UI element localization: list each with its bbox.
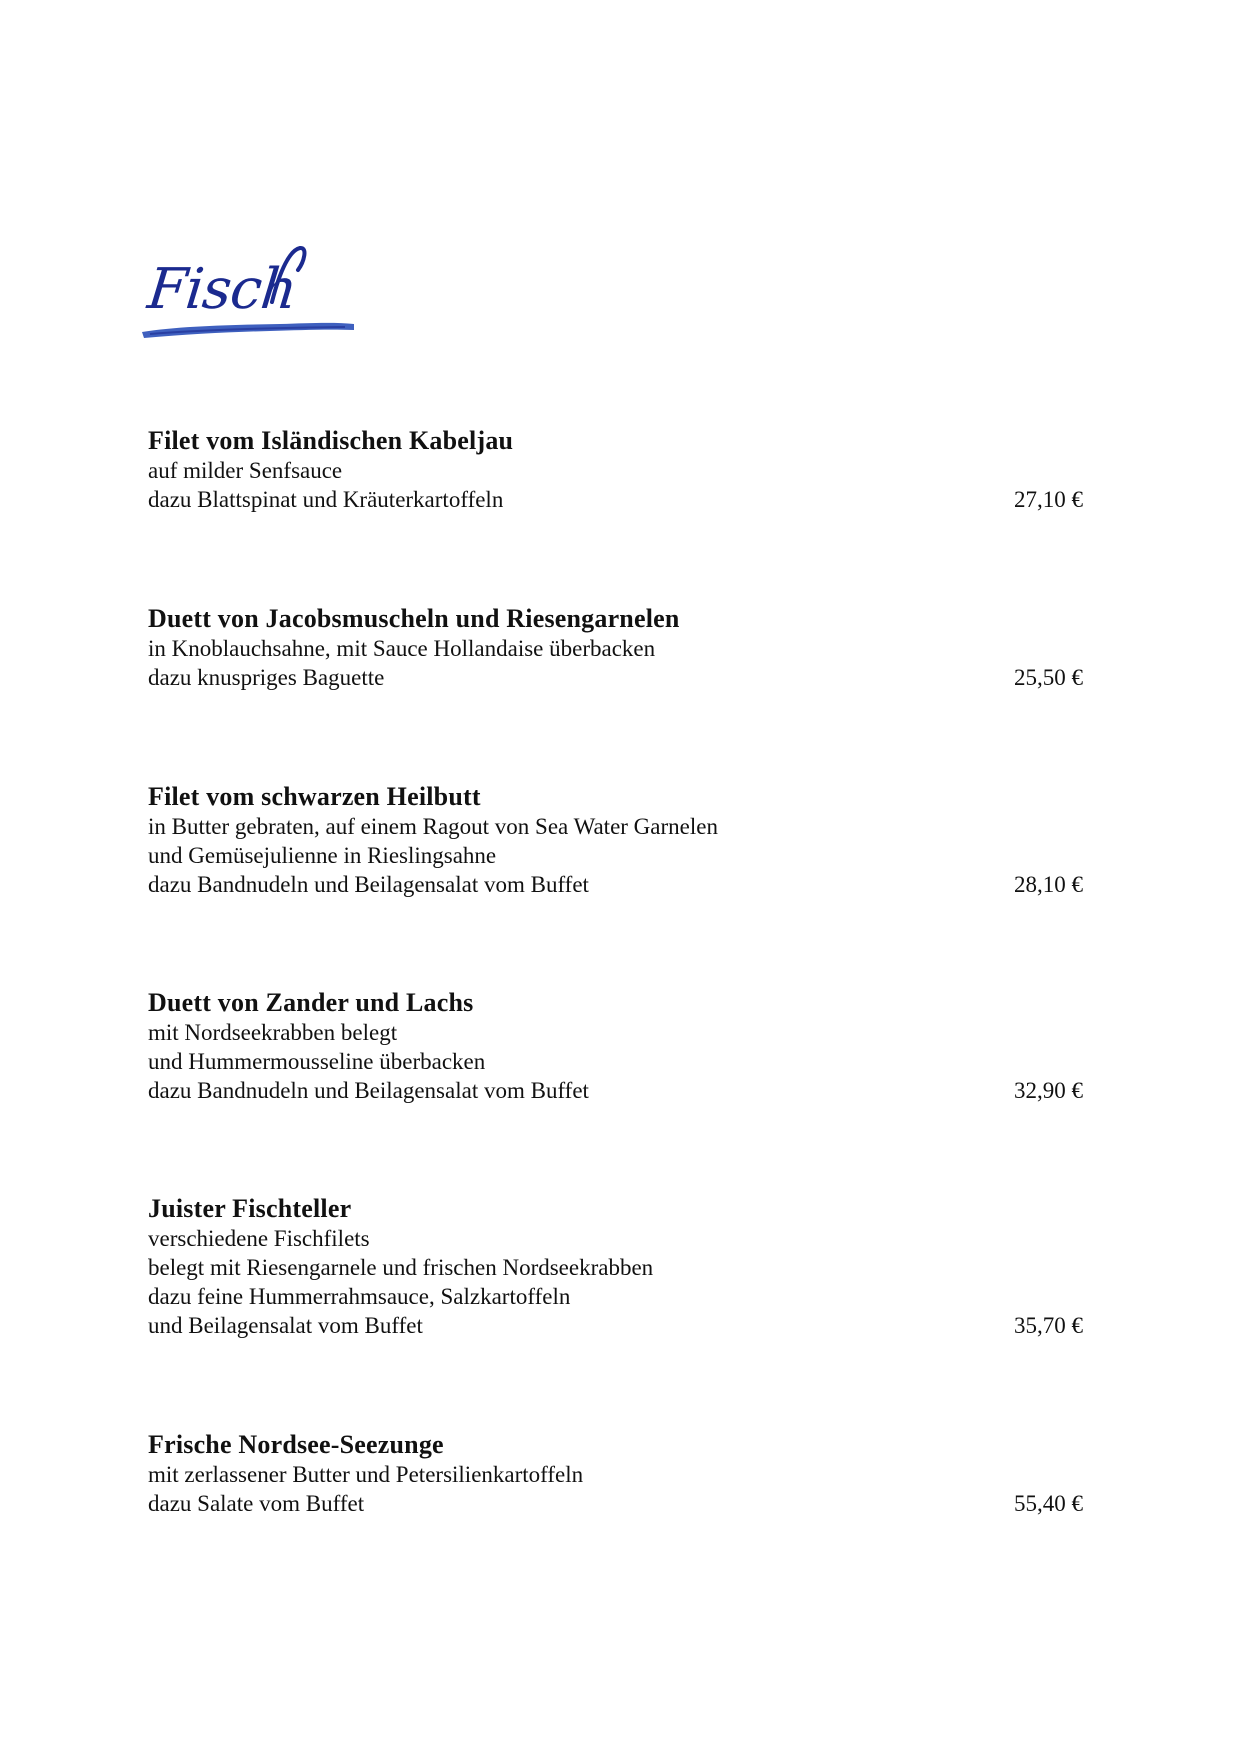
dish-description-line: in Butter gebraten, auf einem Ragout von Sea Water Garnelen [148,814,718,839]
dish-price: 25,50 € [1014,665,1083,690]
dish-description-line: dazu Bandnudeln und Beilagensalat vom Buffet [148,1078,589,1103]
dish-description-line: auf milder Senfsauce [148,458,343,483]
dish-description-line: mit Nordseekrabben belegt [148,1020,398,1045]
dish-description-line: und Beilagensalat vom Buffet [148,1313,423,1338]
dish-price: 27,10 € [1014,487,1083,512]
menu-item [148,987,1083,1193]
menu-item [148,1429,1083,1607]
dish-price: 35,70 € [1014,1313,1083,1338]
dish-name: Frische Nordsee-Seezunge [148,1430,444,1459]
dish-price: 32,90 € [1014,1078,1083,1103]
dish-price: 28,10 € [1014,872,1083,897]
dish-description-line: mit zerlassener Butter und Petersilienkartoffeln [148,1462,584,1487]
dish-description-line: und Gemüsejulienne in Rieslingsahne [148,843,497,868]
menu-item [148,425,1083,603]
dish-price: 55,40 € [1014,1491,1083,1516]
page-title: Fisch [144,257,300,322]
menu-list [148,425,1083,1607]
menu-item [148,1193,1083,1429]
dish-description-line: dazu knuspriges Baguette [148,665,385,690]
dish-name: Filet vom Isländischen Kabeljau [148,426,514,455]
menu-item [148,781,1083,987]
dish-name: Juister Fischteller [148,1194,352,1223]
dish-description-line: dazu Salate vom Buffet [148,1491,365,1516]
dish-description-line: in Knoblauchsahne, mit Sauce Hollandaise überbacken [148,636,656,661]
dish-name: Duett von Jacobsmuscheln und Riesengarnelen [148,604,680,633]
dish-description-line: verschiedene Fischfilets [148,1226,370,1251]
dish-description-line: und Hummermousseline überbacken [148,1049,486,1074]
dish-name: Duett von Zander und Lachs [148,988,474,1017]
page-heading [140,240,370,350]
menu-item [148,603,1083,781]
dish-description-line: dazu Blattspinat und Kräuterkartoffeln [148,487,504,512]
dish-description-line: dazu feine Hummerrahmsauce, Salzkartoffeln [148,1284,571,1309]
dish-description-line: dazu Bandnudeln und Beilagensalat vom Buffet [148,872,589,897]
dish-name: Filet vom schwarzen Heilbutt [148,782,481,811]
dish-description-line: belegt mit Riesengarnele und frischen Nordseekrabben [148,1255,654,1280]
